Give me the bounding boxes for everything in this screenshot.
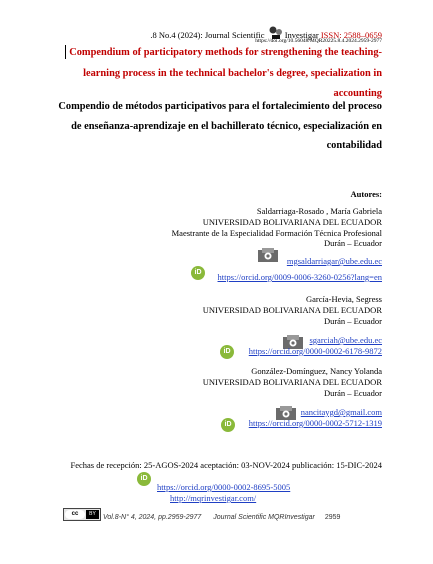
journal-site-link[interactable]: http://mqrinvestigar.com/: [170, 493, 257, 503]
author-1-orcid[interactable]: [218, 272, 382, 282]
orcid-link[interactable]: https://orcid.org/0000-0002-5712-1319: [248, 418, 382, 428]
page-footer: [103, 514, 340, 521]
publication-dates: Fechas de recepción: 25-AGOS-2024 aceptación: 03-NOV-2024 publicación: 15-DIC-2024: [70, 460, 382, 470]
orcid-icon: iD: [221, 418, 235, 432]
title-spanish: Compendio de métodos participativos para el fortalecimiento del proceso de enseñanza-aprendizaje en el bachillerato técnico, especialización en contabilidad: [58, 101, 382, 151]
author-3-email[interactable]: [301, 407, 382, 417]
author-3-orcid[interactable]: [249, 418, 382, 428]
author-3: [203, 366, 382, 398]
email-link[interactable]: nancitaygd@gmail.com: [300, 407, 382, 417]
author-2-orcid[interactable]: [249, 346, 382, 356]
authors-label: Autores:: [350, 189, 382, 199]
author-name: Saldarriaga-Rosado , María Gabriela: [256, 206, 382, 216]
author-affiliation: UNIVERSIDAD BOLIVARIANA DEL ECUADOR: [202, 304, 382, 315]
orcid-icon: iD: [137, 472, 151, 486]
footer-links: [140, 482, 290, 504]
page-number: 2959: [324, 514, 341, 521]
orcid-link[interactable]: https://orcid.org/0000-0002-8695-5005: [157, 482, 291, 492]
author-1-email[interactable]: [287, 256, 382, 266]
cc-badge-right: BY: [86, 510, 99, 519]
email-link[interactable]: mgsaldarriagar@ube.edu.ec: [286, 256, 382, 266]
footer-volume: Vol.8-N° 4, 2024, pp.2959-2977: [103, 514, 202, 521]
header-issn: ISSN: 2588–0659: [320, 30, 382, 40]
orcid-link[interactable]: https://orcid.org/0000-0002-6178-9872: [248, 346, 382, 356]
orcid-link[interactable]: https://orcid.org/0009-0006-3260-0256?lang=en: [217, 272, 382, 282]
author-role: Maestrante de la Especialidad Formación Técnica Profesional: [171, 227, 382, 238]
footer-journal: Journal Scientific MQRInvestigar: [213, 514, 315, 521]
orcid-icon: iD: [191, 266, 205, 280]
cc-by-icon: [63, 508, 101, 521]
author-city: Durán – Ecuador: [323, 315, 382, 326]
author-affiliation: UNIVERSIDAD BOLIVARIANA DEL ECUADOR: [202, 216, 382, 227]
email-link[interactable]: sgarciah@ube.edu.ec: [309, 335, 382, 345]
author-city: Durán – Ecuador: [323, 238, 382, 249]
author-name: García-Hevia, Segress: [306, 294, 382, 304]
header-journal-suffix: Investigar: [284, 30, 319, 40]
cc-badge-left: cc: [65, 510, 85, 519]
doi[interactable]: https://doi.org/10.56048/MQR20225.8.4.2024.2959-2977: [255, 38, 382, 44]
header-issue: .8 No.4 (2024): Journal Scientific: [150, 30, 265, 40]
author-name: González-Domínguez, Nancy Yolanda: [251, 366, 382, 376]
author-2: [203, 294, 382, 326]
title-english: Compendium of participatory methods for strengthening the teaching-learning process in the technical bachelor's degree, specialization in accounting: [69, 47, 382, 99]
author-2-email[interactable]: [310, 335, 383, 345]
orcid-icon: iD: [220, 345, 234, 359]
author-city: Durán – Ecuador: [323, 387, 382, 398]
author-affiliation: UNIVERSIDAD BOLIVARIANA DEL ECUADOR: [202, 376, 382, 387]
author-1: [172, 206, 382, 249]
email-icon: [258, 248, 278, 267]
